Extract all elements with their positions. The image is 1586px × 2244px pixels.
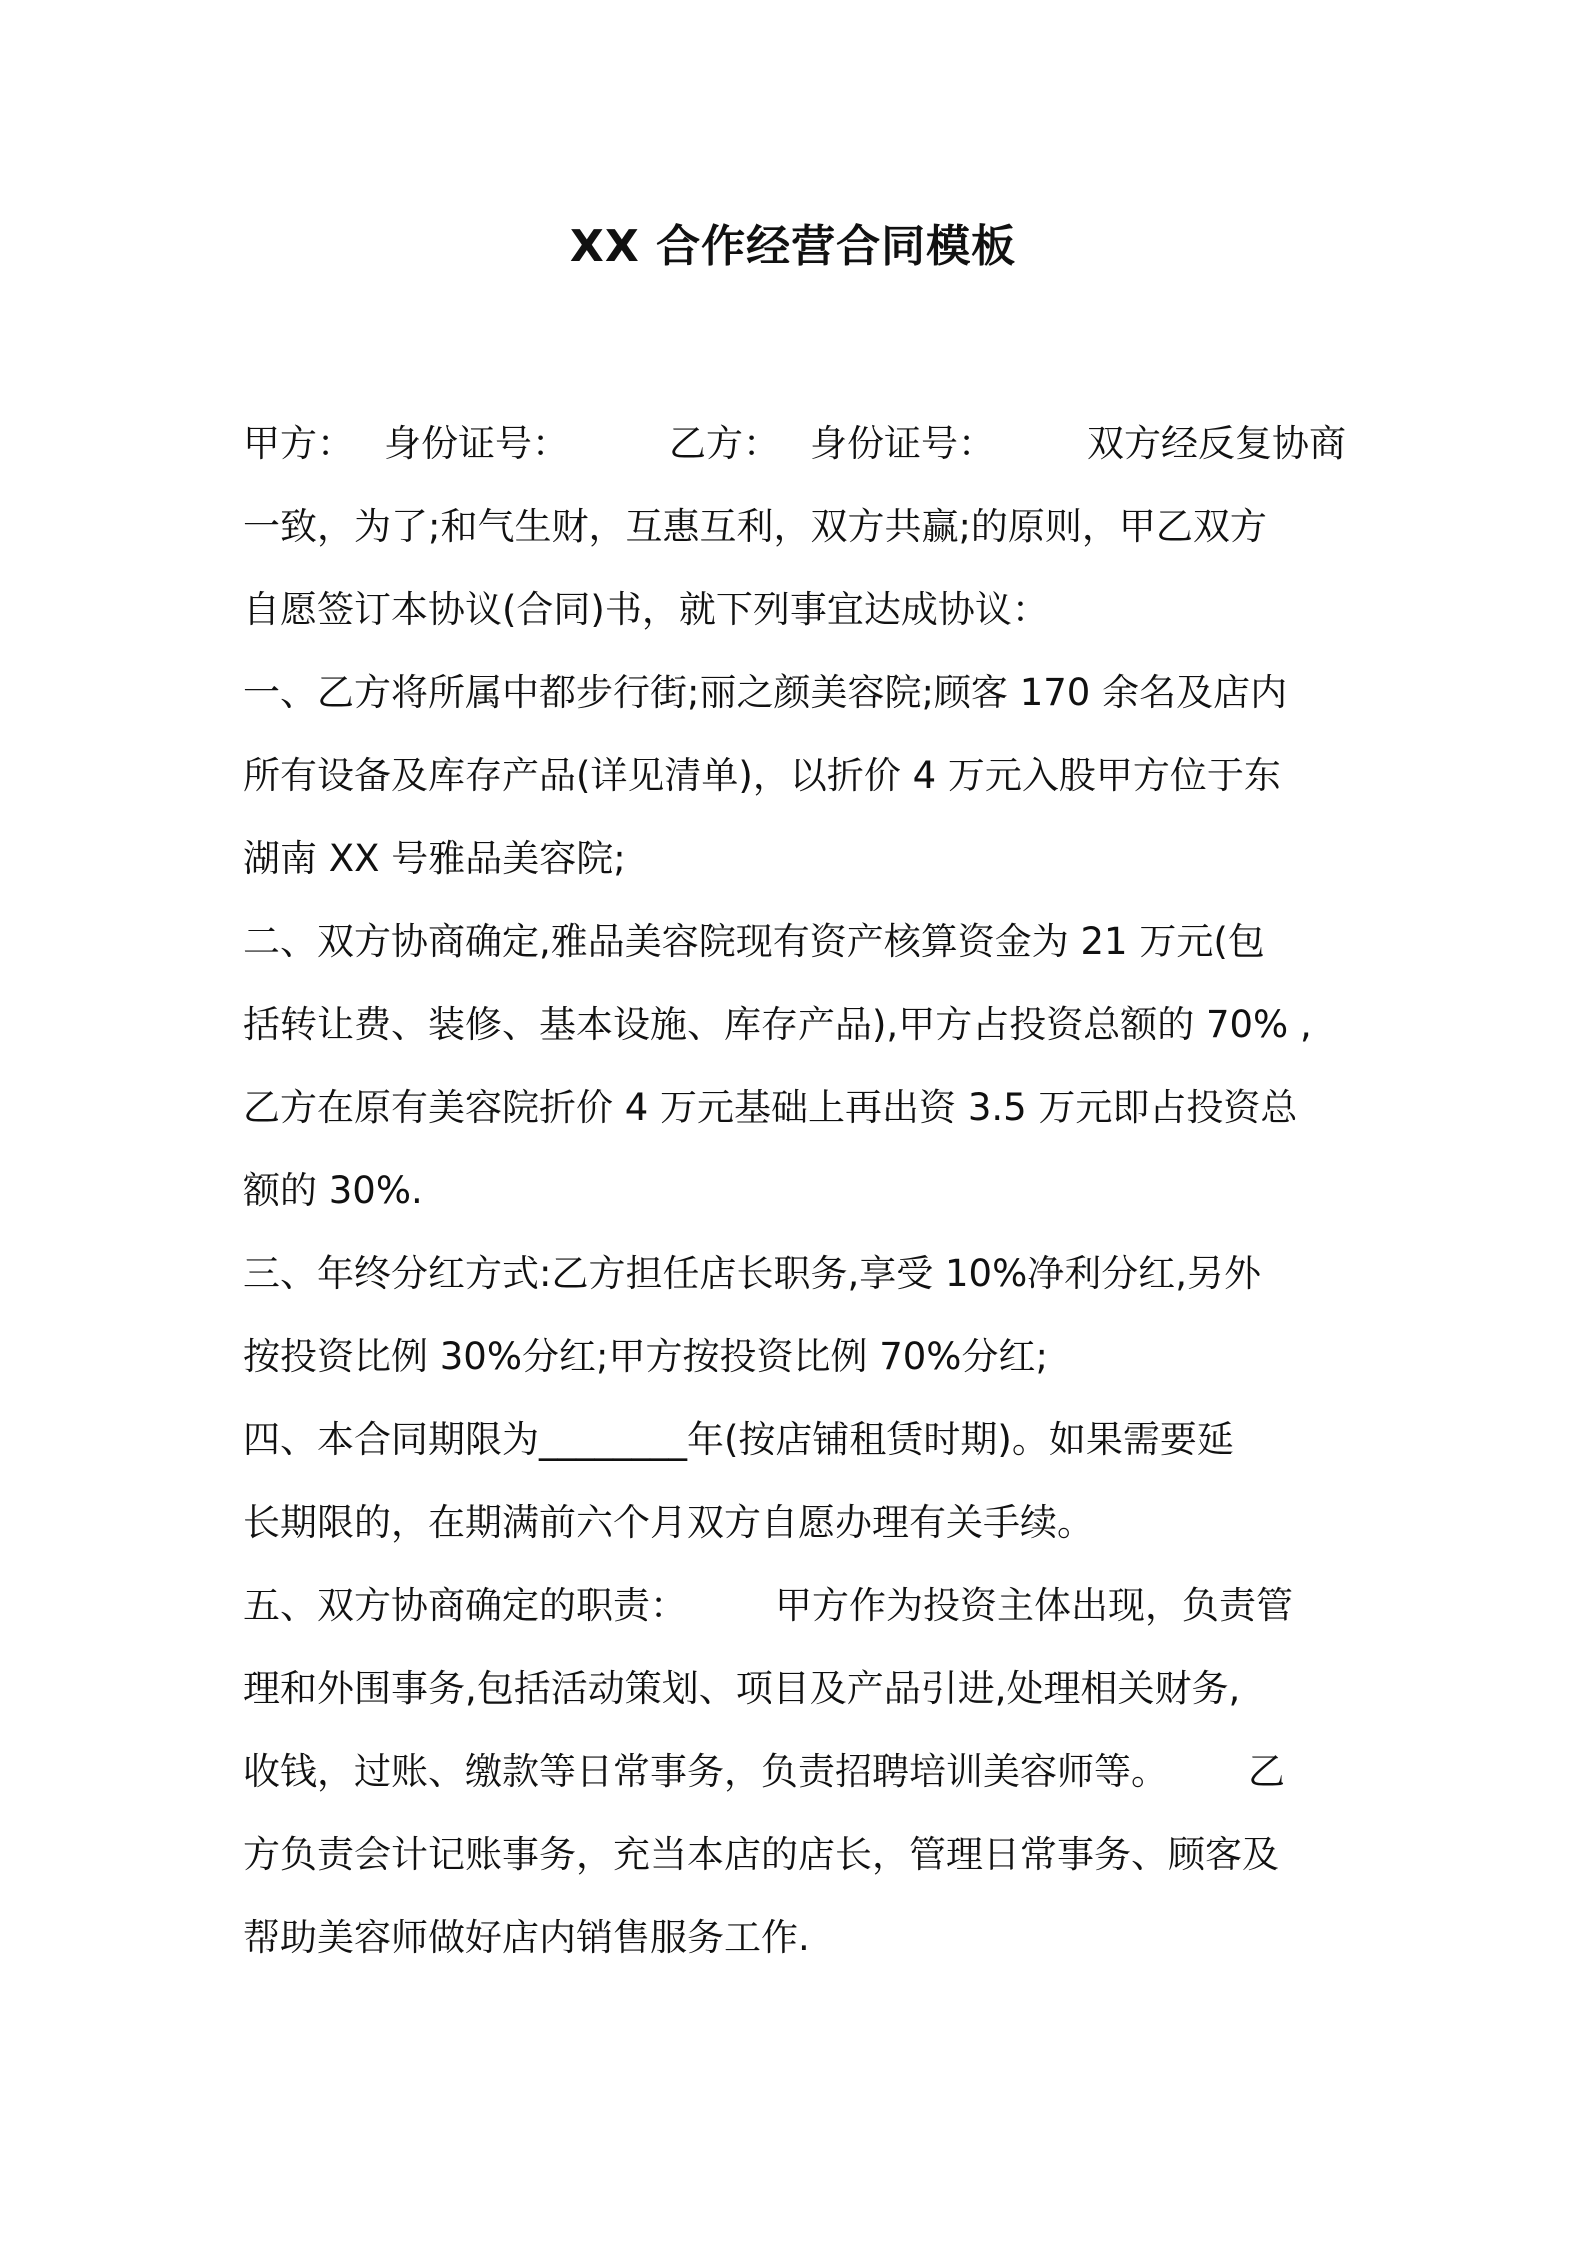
- clause-5-line: [243, 1730, 1363, 1813]
- paragraph-line: 自愿签订本协议(合同)书，就下列事宜达成协议：: [243, 588, 1049, 631]
- clause-2-line: 二、双方协商确定,雅品美容院现有资产核算资金为 21 万元(包: [243, 920, 1265, 963]
- clause-1-line: 所有设备及库存产品(详见清单)，以折价 4 万元入股甲方位于东: [243, 754, 1281, 797]
- clause-5-line: 帮助美容师做好店内销售服务工作.: [243, 1916, 810, 1959]
- clause-1-line: 一、乙方将所属中都步行街;丽之颜美容院;顾客 170 余名及店内: [243, 671, 1288, 714]
- paragraph-line: [243, 402, 1363, 485]
- party-a-label: 甲方：: [243, 422, 354, 465]
- clause-3-line: 按投资比例 30%分红;甲方按投资比例 70%分红;: [243, 1335, 1048, 1378]
- clause-5-heading: 五、双方协商确定的职责：: [243, 1584, 687, 1627]
- document-title: XX 合作经营合同模板: [569, 221, 1017, 272]
- clause-1-line: 湖南 XX 号雅品美容院;: [243, 837, 626, 880]
- clause-4-line: 长期限的，在期满前六个月双方自愿办理有关手续。: [243, 1501, 1094, 1544]
- clause-5-text: 收钱，过账、缴款等日常事务，负责招聘培训美容师等。: [243, 1750, 1168, 1793]
- paragraph-line: 一致，为了;和气生财，互惠互利，双方共赢;的原则，甲乙双方: [243, 505, 1267, 548]
- clause-2-line: 括转让费、装修、基本设施、库存产品),甲方占投资总额的 70% ,: [243, 1003, 1312, 1046]
- clause-3-line: 三、年终分红方式:乙方担任店长职务,享受 10%净利分红,另外: [243, 1252, 1261, 1295]
- clause-5-line: 理和外围事务,包括活动策划、项目及产品引进,处理相关财务,: [243, 1667, 1241, 1710]
- intro-text: 双方经反复协商: [1087, 422, 1346, 465]
- party-a-id-label: 身份证号：: [384, 422, 569, 465]
- clause-2-line: 额的 30%.: [243, 1169, 423, 1212]
- clause-5-line: [243, 1564, 1363, 1647]
- document-body: [243, 402, 1363, 1979]
- clause-2-line: 乙方在原有美容院折价 4 万元基础上再出资 3.5 万元即占投资总: [243, 1086, 1298, 1129]
- party-b-label: 乙方：: [669, 422, 780, 465]
- clause-4-line: 四、本合同期限为________年(按店铺租赁时期)。如果需要延: [243, 1418, 1234, 1461]
- clause-5-text: 乙: [1248, 1750, 1285, 1793]
- clause-5-line: 方负责会计记账事务，充当本店的店长，管理日常事务、顾客及: [243, 1833, 1279, 1876]
- clause-5-text: 甲方作为投资主体出现，负责管: [775, 1584, 1293, 1627]
- party-b-id-label: 身份证号：: [810, 422, 995, 465]
